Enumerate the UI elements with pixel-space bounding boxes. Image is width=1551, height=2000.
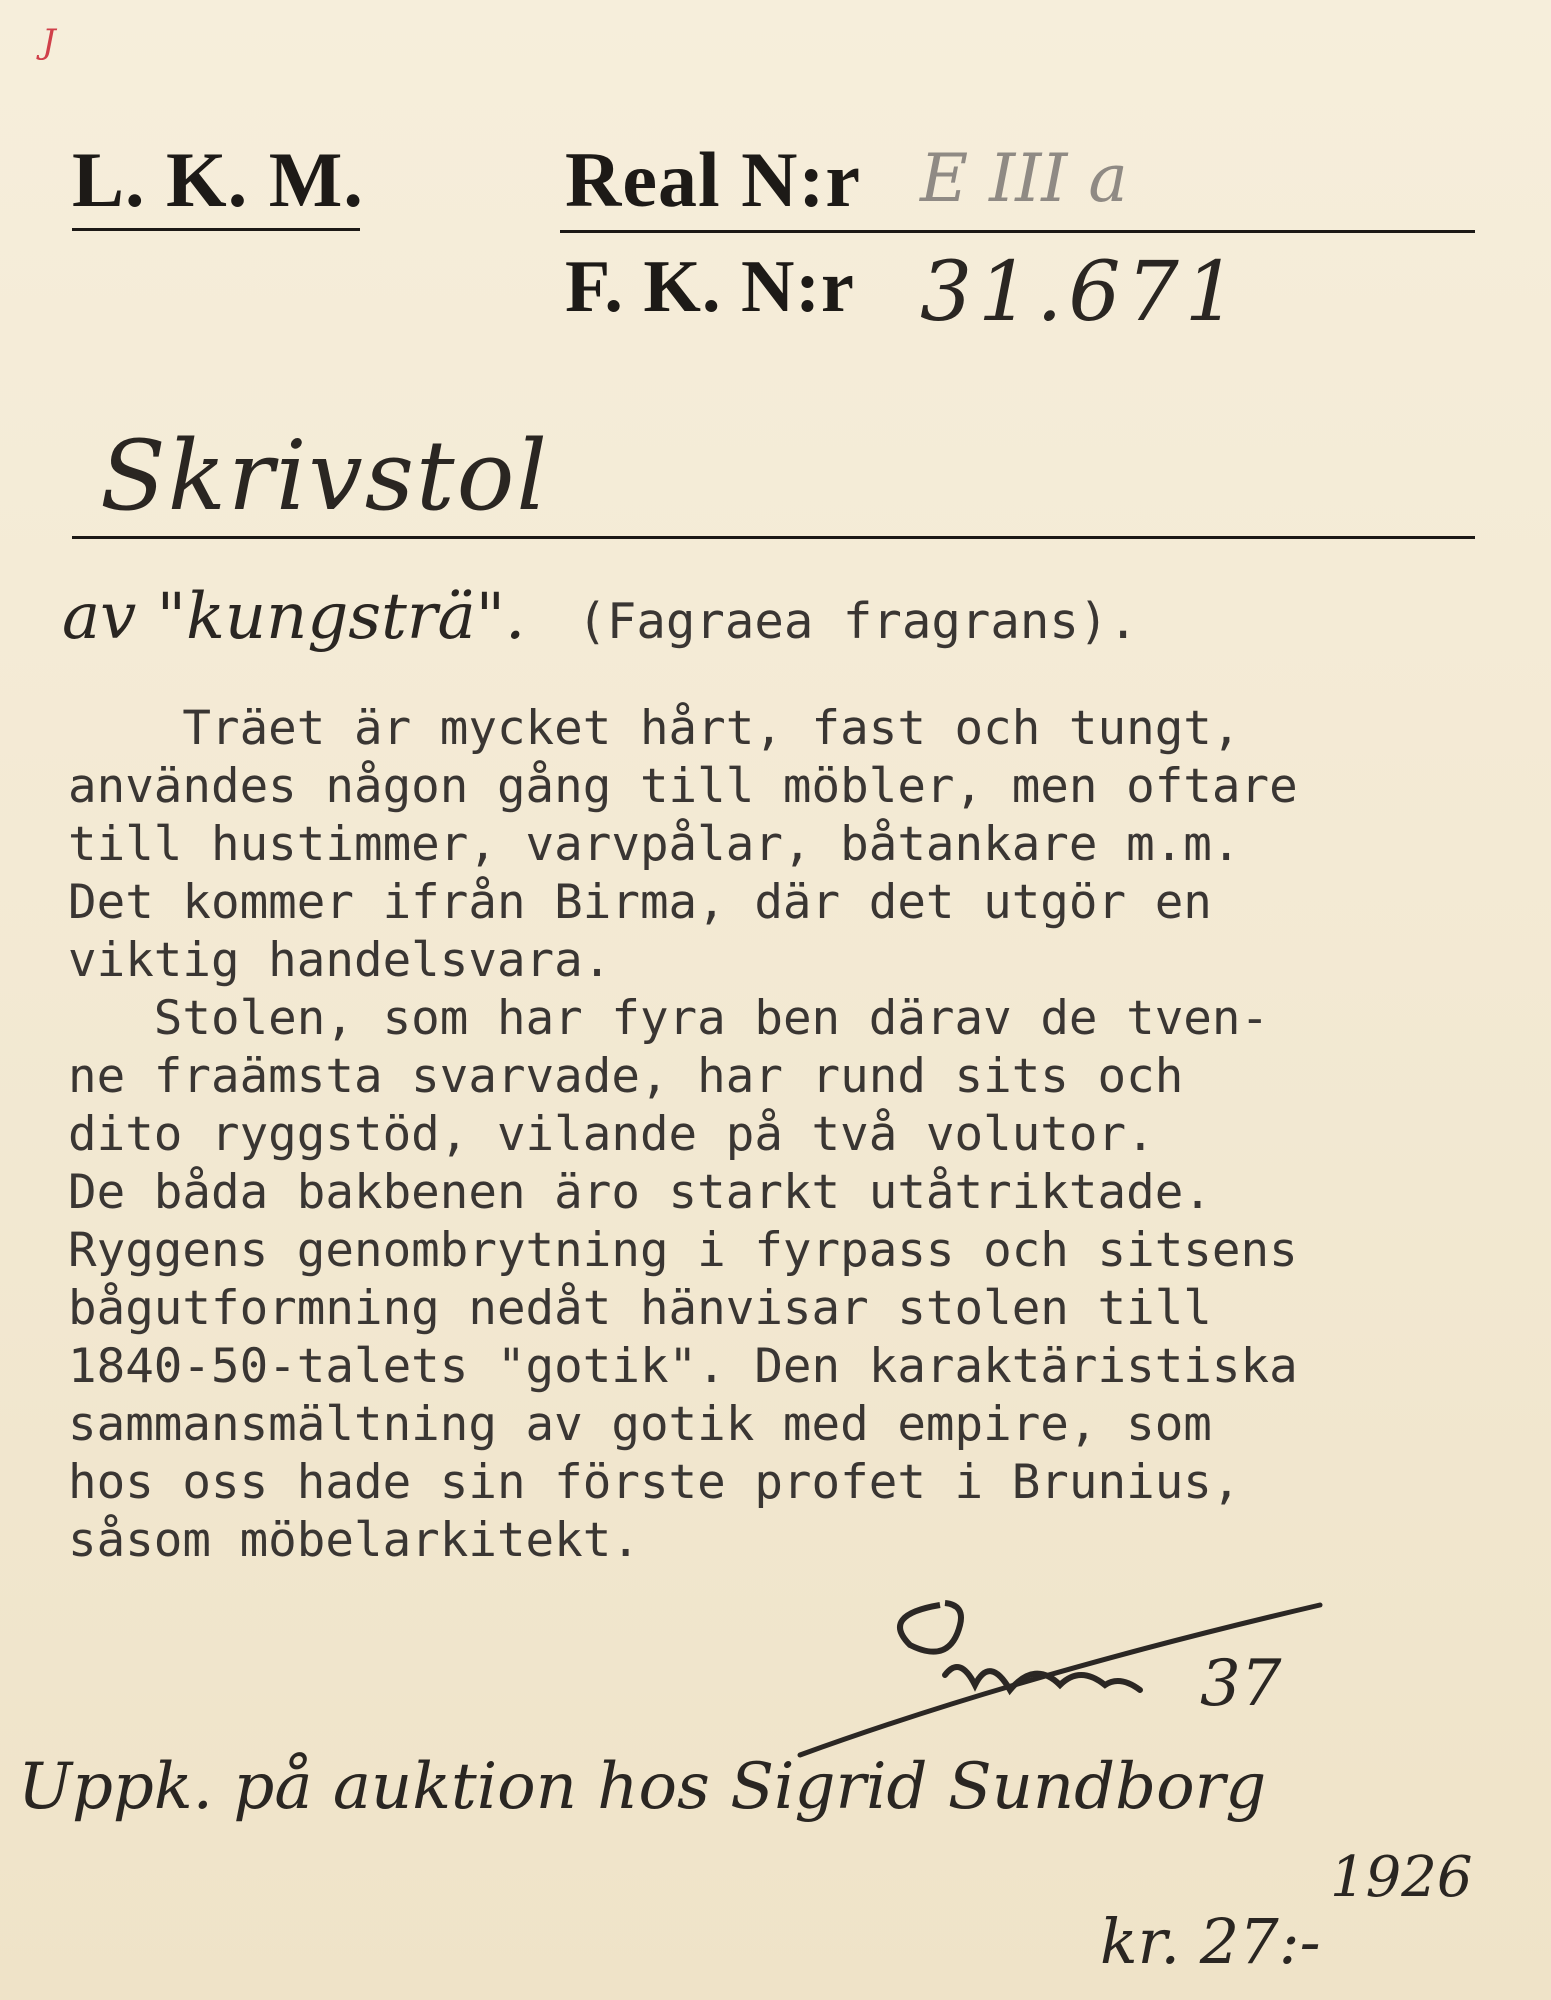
typed-line: Ryggens genombrytning i fyrpass och sitsens — [68, 1223, 1298, 1278]
typed-line: användes någon gång till möbler, men oftare — [68, 759, 1298, 814]
real-number-label: Real N:r — [565, 136, 862, 223]
signature — [760, 1585, 1420, 1765]
typed-line: De båda bakbenen äro starkt utåtriktade. — [68, 1165, 1212, 1220]
acquisition-year: 1926 — [1330, 1845, 1473, 1910]
signature-date: 37 — [1200, 1647, 1282, 1721]
subtitle-typed: (Fagraea fragrans). — [577, 593, 1138, 650]
typed-line: viktig handelsvara. — [68, 933, 612, 988]
typed-line: ne fraämsta svarvade, har rund sits och — [68, 1049, 1184, 1104]
museum-abbreviation: L. K. M. — [72, 136, 364, 223]
object-title: Skrivstol — [100, 420, 550, 532]
subtitle-handwritten: av "kungsträ". — [62, 580, 526, 654]
typed-line: Träet är mycket hårt, fast och tungt, — [68, 701, 1241, 756]
typed-line: sammansmältning av gotik med empire, som — [68, 1397, 1212, 1452]
typed-line: bågutformning nedåt hänvisar stolen till — [68, 1281, 1212, 1336]
typed-line: 1840-50-talets "gotik". Den karaktäristiska — [68, 1339, 1298, 1394]
fk-number-value: 31.671 — [920, 245, 1243, 340]
typed-line: dito ryggstöd, vilande på två volutor. — [68, 1107, 1155, 1162]
title-rule — [72, 536, 1475, 539]
typed-line: till hustimmer, varvpålar, båtankare m.m. — [68, 817, 1241, 872]
typed-description — [68, 700, 1538, 1570]
acquisition-note: Uppk. på auktion hos Sigrid Sundborg — [18, 1750, 1267, 1824]
typed-line: hos oss hade sin förste profet i Brunius, — [68, 1455, 1241, 1510]
typed-line: såsom möbelarkitekt. — [68, 1513, 640, 1568]
acquisition-price: kr. 27:- — [1100, 1905, 1321, 1978]
corner-mark: J — [42, 22, 56, 62]
real-number-rule — [560, 230, 1475, 233]
real-number-value: E III a — [920, 140, 1128, 217]
typed-line: Stolen, som har fyra ben därav de tven- — [68, 991, 1270, 1046]
fk-number-label: F. K. N:r — [565, 246, 855, 328]
subtitle-line — [62, 580, 1138, 670]
lkm-underline — [72, 228, 360, 231]
typed-line: Det kommer ifrån Birma, där det utgör en — [68, 875, 1212, 930]
